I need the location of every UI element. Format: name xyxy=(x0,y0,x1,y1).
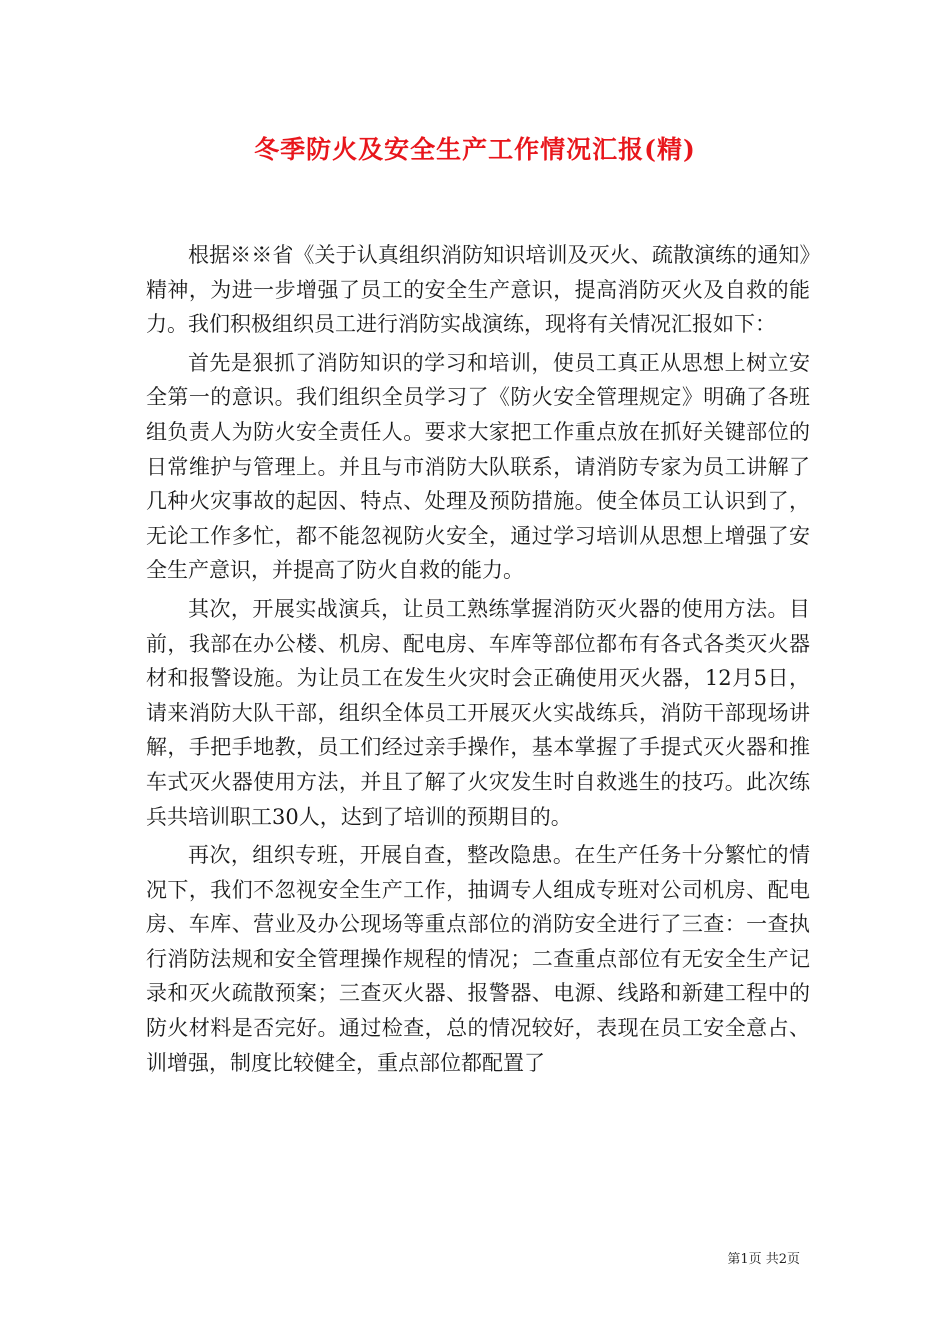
page-title: 冬季防火及安全生产工作情况汇报(精) xyxy=(254,135,696,164)
page-number: 第1页 共2页 xyxy=(727,1252,800,1267)
paragraph-inspection: 再次，组织专班，开展自查，整改隐患。在生产任务十分繁忙的情况下，我们不忽视安全生产工作，抽调专人组成专班对公司机房、配电房、车库、营业及办公现场等重点部位的消防安全进行了三查：一查执行消防法规和安全管理操作规程的情况；二查重点部位有无安全生产记录和灭火疏散预案；三查灭火器、报警器、电源、线路和新建工程中的防火材料是否完好。通过检查，总的情况较好，表现在员工安全意占、训增强，制度比较健全，重点部位都配置了 xyxy=(146,843,810,1075)
paragraph-intro: 根据※※省《关于认真组织消防知识培训及灭火、疏散演练的通知》精神，为进一步增强了员工的安全生产意识，提高消防灭火及自救的能力。我们积极组织员工进行消防实战演练，现将有关情况汇报如下： xyxy=(146,243,810,337)
document-body xyxy=(146,238,810,1080)
paragraph-training: 首先是狠抓了消防知识的学习和培训，使员工真正从思想上树立安全第一的意识。我们组织全员学习了《防火安全管理规定》明确了各班组负责人为防火安全责任人。要求大家把工作重点放在抓好关键部位的日常维护与管理上。并且与市消防大队联系，请消防专家为员工讲解了几种火灾事故的起因、特点、处理及预防措施。使全体员工认识到了，无论工作多忙，都不能忽视防火安全，通过学习培训从思想上增强了安全生产意识，并提高了防火自救的能力。 xyxy=(146,350,810,583)
paragraph-drill: 其次，开展实战演兵，让员工熟练掌握消防灭火器的使用方法。目前，我部在办公楼、机房、配电房、车库等部位都布有各式各类灭火器材和报警设施。为让员工在发生火灾时会正确使用灭火器，12月5日，请来消防大队干部，组织全体员工开展灭火实战练兵，消防干部现场讲解，手把手地教，员工们经过亲手操作，基本掌握了手提式灭火器和推车式灭火器使用方法，并且了解了火灾发生时自救逃生的技巧。此次练兵共培训职工30人，达到了培训的预期目的。 xyxy=(146,596,810,829)
